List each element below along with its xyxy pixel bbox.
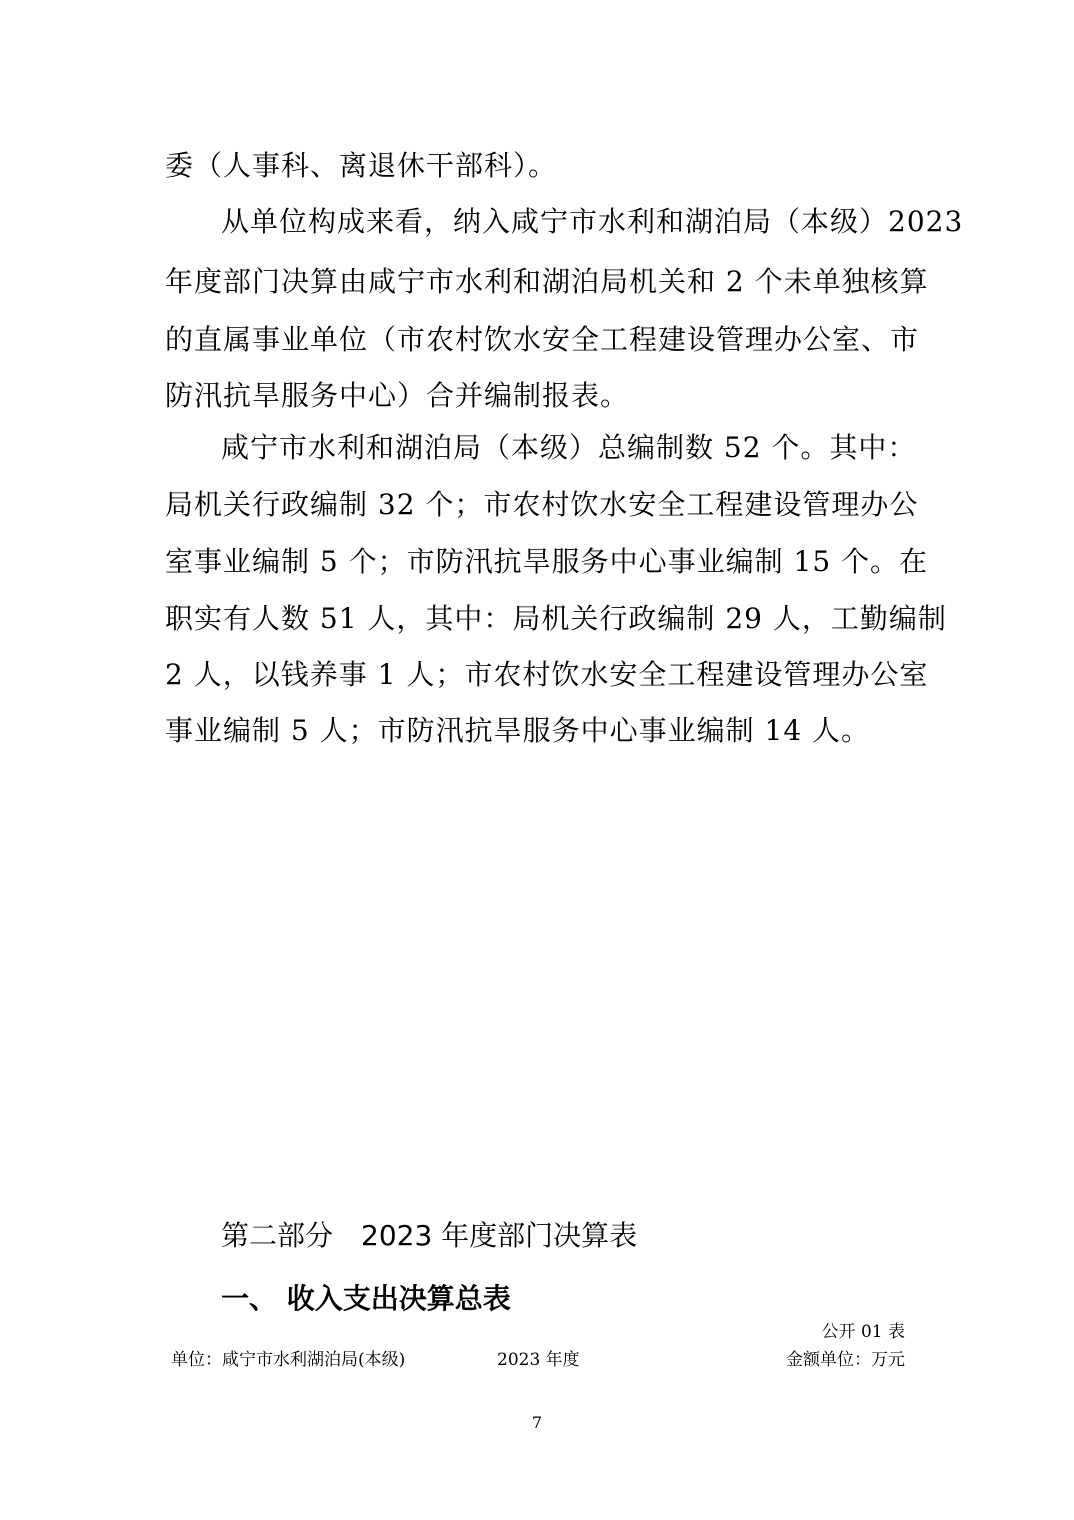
- page-number: 7: [531, 1413, 543, 1432]
- body-line-6: 咸宁市水利和湖泊局（本级）总编制数 52 个。其中：: [221, 431, 917, 464]
- body-line-10: 2 人，以钱养事 1 人；市农村饮水安全工程建设管理办公室: [165, 658, 929, 691]
- table-code: 公开 01 表: [821, 1322, 905, 1342]
- table-unit: 单位：咸宁市水利湖泊局(本级): [171, 1350, 406, 1370]
- body-line-2: 从单位构成来看，纳入咸宁市水利和湖泊局（本级）2023: [221, 205, 964, 238]
- body-line-8: 室事业编制 5 个；市防汛抗旱服务中心事业编制 15 个。在: [165, 545, 929, 578]
- body-line-9: 职实有人数 51 人，其中：局机关行政编制 29 人，工勤编制: [165, 602, 947, 635]
- amount-unit: 金额单位：万元: [786, 1350, 905, 1370]
- body-line-7: 局机关行政编制 32 个；市农村饮水安全工程建设管理办公: [165, 488, 919, 521]
- body-line-11: 事业编制 5 人；市防汛抗旱服务中心事业编制 14 人。: [165, 714, 871, 747]
- body-line-1: 委（人事科、离退休干部科）。: [165, 149, 558, 182]
- part-title: 第二部分 2023 年度部门决算表: [221, 1219, 638, 1252]
- section-title: 一、 收入支出决算总表: [221, 1282, 511, 1315]
- table-year: 2023 年度: [497, 1350, 580, 1370]
- body-line-5: 防汛抗旱服务中心）合并编制报表。: [165, 379, 630, 412]
- body-line-4: 的直属事业单位（市农村饮水安全工程建设管理办公室、市: [165, 323, 920, 356]
- body-line-3: 年度部门决算由咸宁市水利和湖泊局机关和 2 个未单独核算: [165, 265, 929, 298]
